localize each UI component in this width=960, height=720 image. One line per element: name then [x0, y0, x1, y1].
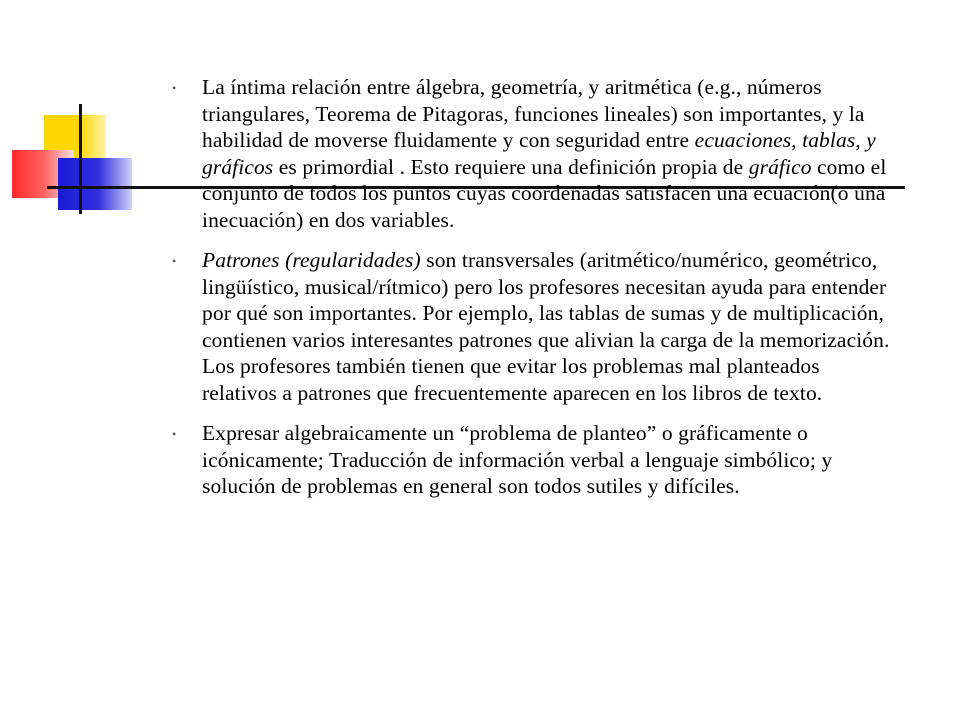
text-run: Expresar algebraicamente un “problema de planteo” o gráficamente o icónicamente; Traducción de información verbal a lenguaje simbólico; y solución de problemas en general son todos sutiles y difíciles.	[202, 421, 833, 498]
italic-text-run: gráfico	[748, 154, 812, 179]
text-run: son transversales (aritmético/numérico, geométrico, lingüístico, musical/rítmico) pero los profesores necesitan ayuda para entender por qué son importantes. Por ejemplo, las tablas de sumas y de multiplicación, contienen varios interesantes patrones que alivian la carga de la memorización. Los profesores también tienen que evitar los problemas mal planteados relativos a patrones que frecuentemente aparecen en los libros de texto.	[202, 248, 890, 405]
italic-text-run: ecuaciones, tablas, y gráficos	[202, 128, 876, 179]
bullet-item-1	[172, 74, 892, 233]
bullet-item-2	[172, 247, 892, 406]
bullet-text	[202, 247, 892, 406]
logo-vertical-line	[79, 104, 82, 214]
bullet-icon: •	[172, 254, 177, 268]
bullet-text	[202, 74, 892, 233]
text-run: como el conjunto de todos los puntos cuyas coordenadas satisfacen una ecuación(o una inecuación) en dos variables.	[202, 154, 887, 232]
bullet-icon: •	[172, 81, 177, 95]
text-run: es primordial . Esto requiere una definición propia de	[273, 154, 749, 179]
bullet-icon: •	[172, 427, 177, 441]
slide-content	[172, 74, 892, 514]
bullet-item-3	[172, 420, 892, 500]
italic-text-run: Patrones (regularidades)	[202, 248, 421, 272]
bullet-text	[202, 420, 892, 500]
decorative-logo	[0, 0, 200, 230]
logo-blue-square	[58, 158, 132, 210]
text-run: La íntima relación entre álgebra, geometría, y aritmética (e.g., números triangulares, Teorema de Pitagoras, funciones lineales) son importantes, y la habilidad de moverse fluidamente y con seguridad entre	[202, 75, 865, 152]
